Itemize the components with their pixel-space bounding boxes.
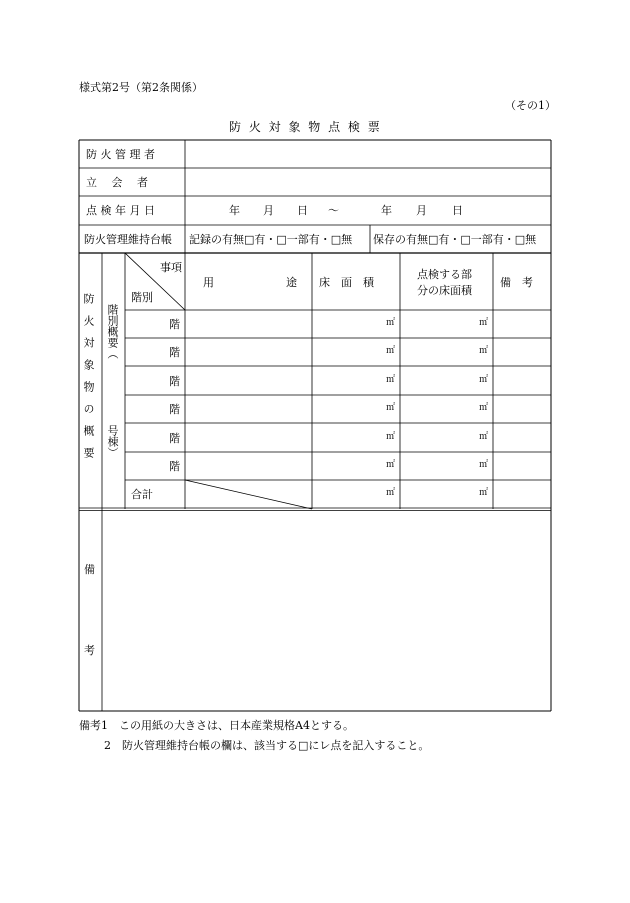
floor-summary-label: 階別概要（ bbox=[106, 304, 119, 359]
floor-row-6-insp-unit: ㎡ bbox=[479, 460, 489, 470]
ledger-label: 防火管理維持台帳 bbox=[84, 233, 172, 246]
floor-row-6-area-unit: ㎡ bbox=[386, 460, 396, 470]
floor-row-2-insp-unit: ㎡ bbox=[479, 346, 489, 356]
ledger-storage-checkboxes[interactable]: 保存の有無□有・□一部有・□無 bbox=[373, 233, 537, 246]
col-remarks: 備 考 bbox=[500, 276, 533, 289]
inspection-date-label: 点 検 年 月 日 bbox=[86, 204, 155, 217]
floor-row-2-area-unit: ㎡ bbox=[386, 346, 396, 356]
date-month-1: 月 bbox=[263, 204, 274, 217]
floor-row-2-unit: 階 bbox=[169, 346, 180, 359]
floor-row-5-insp-unit: ㎡ bbox=[479, 432, 489, 442]
diag-header-floors: 階別 bbox=[131, 291, 153, 304]
floor-row-4-unit: 階 bbox=[169, 403, 180, 416]
total-area-unit: ㎡ bbox=[386, 488, 396, 498]
floor-row-3-area-unit: ㎡ bbox=[386, 375, 396, 385]
remarks-label-1: 備 bbox=[84, 563, 95, 576]
col-floor-area: 床 面 積 bbox=[319, 276, 374, 289]
ledger-record-checkboxes[interactable]: 記録の有無□有・□一部有・□無 bbox=[189, 233, 353, 246]
date-day-2: 日 bbox=[452, 204, 463, 217]
col-use-1: 用 bbox=[203, 276, 214, 289]
note-1: 備考1 この用紙の大きさは、日本産業規格A4とする。 bbox=[79, 719, 354, 732]
sheet-number: （その1） bbox=[505, 99, 556, 112]
floor-row-1-area-unit: ㎡ bbox=[386, 318, 396, 328]
date-year-2: 年 bbox=[381, 204, 392, 217]
floor-row-5-area-unit: ㎡ bbox=[386, 432, 396, 442]
col-inspect-area-2: 分の床面積 bbox=[417, 284, 472, 297]
total-label: 合計 bbox=[131, 488, 153, 501]
building-number-label: 号棟） bbox=[106, 425, 119, 458]
floor-row-3-insp-unit: ㎡ bbox=[479, 375, 489, 385]
col-use-2: 途 bbox=[286, 276, 297, 289]
floor-row-4-area-unit: ㎡ bbox=[386, 403, 396, 413]
total-insp-unit: ㎡ bbox=[479, 488, 489, 498]
remarks-label-2: 考 bbox=[84, 644, 95, 657]
floor-row-4-insp-unit: ㎡ bbox=[479, 403, 489, 413]
date-day-1: 日 bbox=[297, 204, 308, 217]
form-number: 様式第2号（第2条関係） bbox=[79, 81, 203, 94]
overview-vertical-label: 防火対象物の概要 bbox=[82, 293, 95, 469]
note-2: 2 防火管理維持台帳の欄は、該当する□にレ点を記入すること。 bbox=[104, 739, 430, 752]
date-year-1: 年 bbox=[229, 204, 240, 217]
col-inspect-area-1: 点検する部 bbox=[417, 268, 472, 281]
floor-row-6-unit: 階 bbox=[169, 460, 180, 473]
date-month-2: 月 bbox=[416, 204, 427, 217]
floor-row-3-unit: 階 bbox=[169, 375, 180, 388]
manager-label: 防 火 管 理 者 bbox=[86, 148, 155, 161]
floor-row-1-insp-unit: ㎡ bbox=[479, 318, 489, 328]
diag-header-items: 事項 bbox=[160, 261, 182, 274]
floor-row-5-unit: 階 bbox=[169, 432, 180, 445]
floor-row-1-unit: 階 bbox=[169, 318, 180, 331]
witness-label: 立 会 者 bbox=[86, 176, 148, 189]
date-tilde: ～ bbox=[328, 204, 339, 217]
page-title: 防 火 対 象 物 点 検 票 bbox=[229, 120, 382, 134]
